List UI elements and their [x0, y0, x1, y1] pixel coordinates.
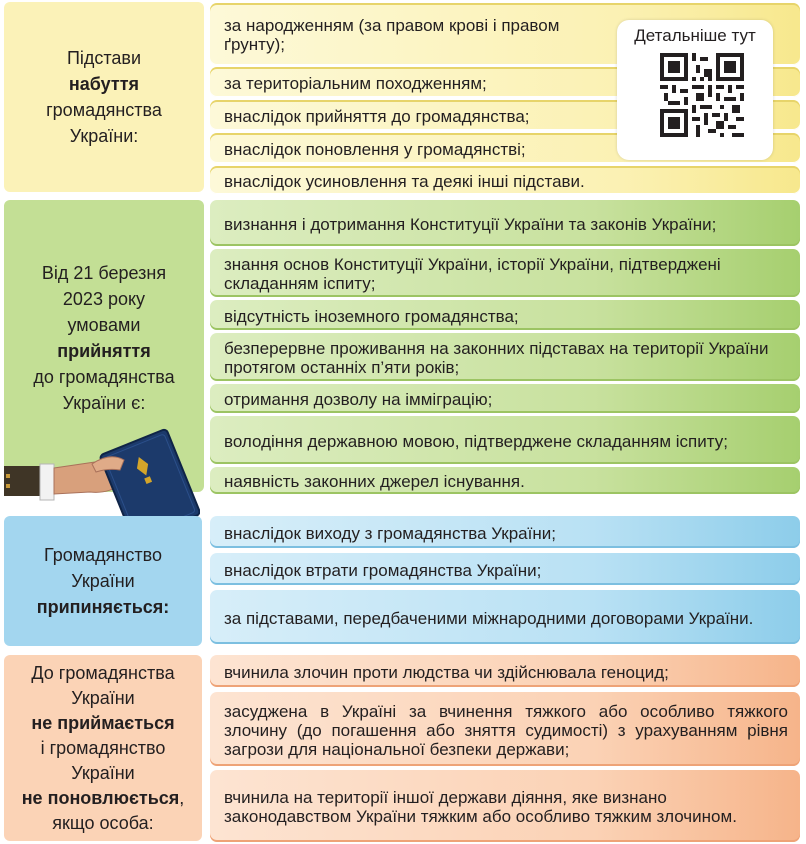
hand-with-passport-icon — [0, 424, 200, 524]
label-line: України є: — [62, 393, 146, 413]
label-comma: , — [179, 787, 185, 808]
item-text: за народженням (за правом крові і правом ґрунту); — [224, 16, 560, 54]
item-text: знання основ Конституції України, історії України, підтверджені складанням іспиту; — [224, 255, 721, 293]
refusal-item — [210, 692, 800, 766]
item-text: внаслідок прийняття до громадянства; — [224, 106, 530, 126]
conditions-item — [210, 333, 800, 381]
item-text: внаслідок поновлення у громадянстві; — [224, 139, 526, 159]
label-line-bold: прийняття — [57, 341, 151, 361]
termination-item — [210, 590, 800, 644]
label-line: Підстави — [66, 48, 142, 68]
label-line: України: — [69, 126, 139, 146]
conditions-item — [210, 384, 800, 413]
item-text: безперервне проживання на законних підставах на території України протягом останніх п’яти років; — [224, 339, 769, 377]
conditions-item — [210, 416, 800, 464]
item-text: засуджена в Україні за вчинення тяжкого або особливо тяжкого злочину (до погашення або зняття судимості) з урахуванням рівня загрози для національної безпеки держави; — [224, 701, 788, 759]
label-line: якщо особа: — [52, 812, 154, 833]
conditions-item — [210, 200, 800, 246]
label-line: До громадянства — [31, 662, 175, 683]
label-line-bold: не приймається — [31, 712, 175, 733]
label-line: 2023 року — [62, 289, 146, 309]
refusal-item — [210, 770, 800, 842]
label-line: України — [71, 762, 135, 783]
item-text: отримання дозволу на імміграцію; — [224, 390, 493, 409]
label-line: і громадянство — [40, 737, 166, 758]
termination-item — [210, 516, 800, 548]
label-line-bold: не поновлюється — [21, 787, 180, 808]
item-text: внаслідок усиновлення та деякі інші підстави. — [224, 171, 585, 191]
label-line: України — [71, 687, 135, 708]
label-line-bold: припиняється: — [36, 597, 170, 617]
conditions-item — [210, 249, 800, 297]
qr-card[interactable] — [617, 20, 773, 160]
label-line: громадянства — [46, 100, 162, 120]
label-line: України — [71, 571, 135, 591]
item-text: наявність законних джерел існування. — [224, 472, 525, 491]
termination-left-label — [4, 516, 202, 646]
qr-code-icon[interactable] — [660, 53, 744, 137]
termination-item — [210, 553, 800, 585]
label-line: до громадянства — [33, 367, 175, 387]
item-text: вчинила на території іншої держави діяння, яке визнано законодавством України тяжким або особливо тяжким злочином. — [224, 788, 737, 826]
label-line-bold: набуття — [68, 74, 140, 94]
item-text: за підставами, передбаченими міжнародними договорами України. — [224, 608, 754, 628]
item-text: вчинила злочин проти людства чи здійснювала геноцид; — [224, 662, 669, 682]
item-text: внаслідок виходу з громадянства України; — [224, 523, 556, 543]
item-text: внаслідок втрати громадянства України; — [224, 560, 542, 580]
item-text: за територіальним походженням; — [224, 73, 487, 93]
refusal-item — [210, 655, 800, 687]
conditions-item — [210, 467, 800, 494]
qr-label: Детальніше тут — [634, 26, 756, 45]
label-line: Від 21 березня — [41, 263, 167, 283]
conditions-item — [210, 300, 800, 330]
item-text: володіння державною мовою, підтверджене складанням іспиту; — [224, 431, 728, 451]
acquisition-item — [210, 166, 800, 194]
acquisition-left-label — [4, 2, 204, 192]
item-text: визнання і дотримання Конституції України та законів України; — [224, 214, 717, 234]
refusal-left-label — [4, 655, 202, 841]
label-line: Громадянство — [44, 545, 162, 565]
item-text: відсутність іноземного громадянства; — [224, 306, 519, 326]
label-line: умовами — [67, 315, 141, 335]
